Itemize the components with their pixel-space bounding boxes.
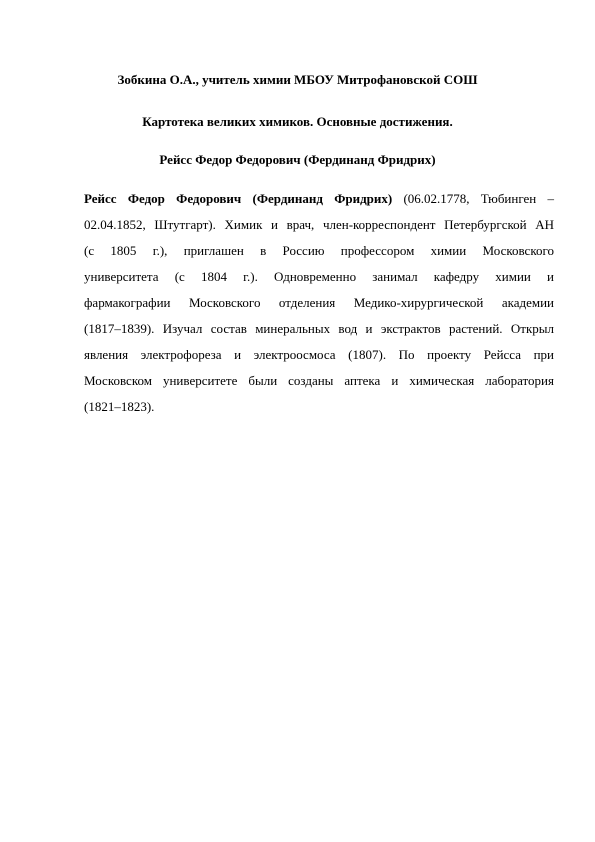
author-line: Зобкина О.А., учитель химии МБОУ Митрофановской СОШ (117, 72, 478, 87)
paragraph-line-9: (1821–1823). (84, 399, 155, 414)
line-text: (06.02.1778, Тюбинген – (392, 191, 554, 206)
paragraph-line-4: университета (с 1804 г.). Одновременно занимал кафедру химии и (84, 269, 554, 284)
document-subtitle: Картотека великих химиков. Основные достижения. (142, 114, 453, 129)
document-heading: Рейсс Федор Федорович (Фердинанд Фридрих) (159, 152, 436, 167)
paragraph-line-7: явления электрофореза и электроосмоса (1807). По проекту Рейсса при (84, 347, 554, 362)
paragraph-line-8: Московском университете были созданы аптека и химическая лаборатория (84, 373, 554, 388)
paragraph-line-1 (84, 186, 554, 212)
lead-name: Рейсс Федор Федорович (Фердинанд Фридрих) (84, 191, 393, 206)
paragraph-line-3: (с 1805 г.), приглашен в Россию профессором химии Московского (84, 243, 554, 258)
paragraph-line-6: (1817–1839). Изучал состав минеральных вод и экстрактов растений. Открыл (84, 321, 554, 336)
paragraph-line-2: 02.04.1852, Штутгарт). Химик и врач, член-корреспондент Петербургской АН (84, 217, 554, 232)
paragraph-line-5: фармакографии Московского отделения Медико-хирургической академии (84, 295, 554, 310)
biography-paragraph (84, 186, 554, 420)
